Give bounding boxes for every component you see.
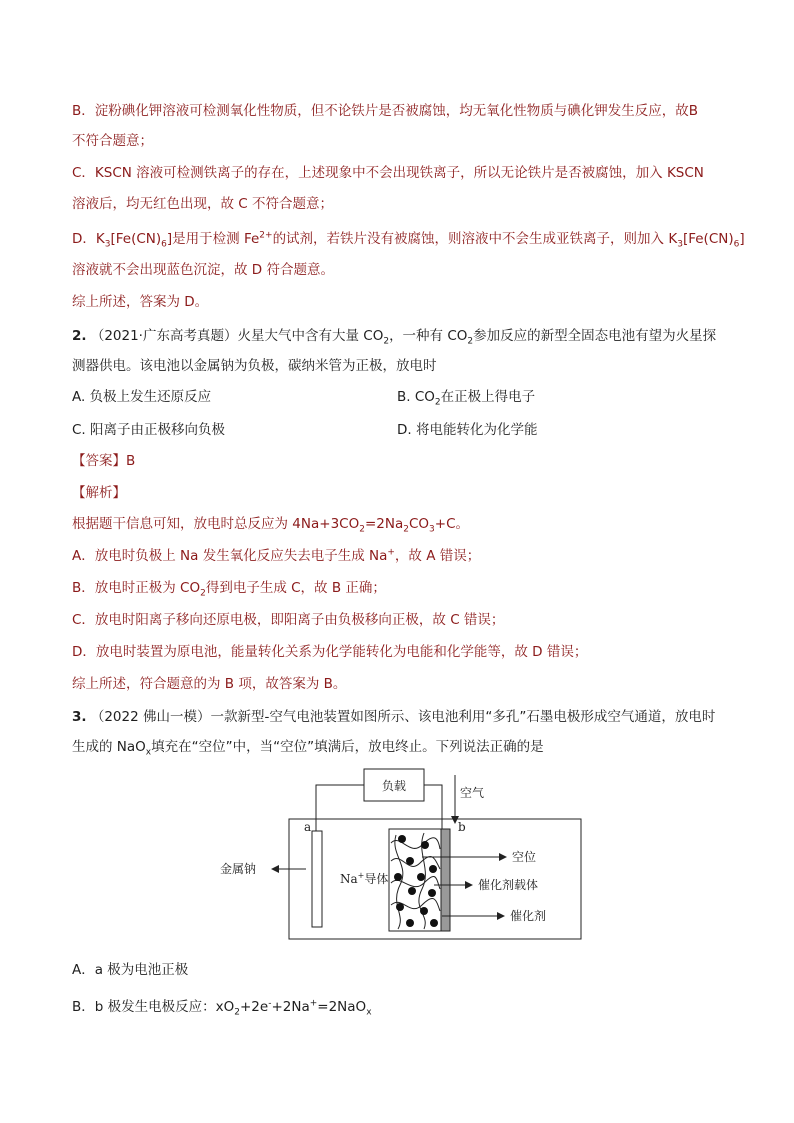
battery-diagram (200, 765, 600, 945)
catalyst-label: 催化剂 (510, 909, 547, 923)
q2-explain-line1: 根据题干信息可知，放电时总反应为 $4Na+3CO_2=2Na_2CO_3+C$。 (72, 516, 470, 535)
q2-answer: 【答案】B (72, 453, 136, 469)
vacancy-label: 空位 (512, 850, 537, 864)
electrode-a-label: a (304, 820, 312, 834)
q2-analysis-heading: 【解析】 (72, 485, 126, 501)
q2-explain-line4: C．放电时阳离子移向还原电极，即阳离子由负极移向正极，故 C 错误； (72, 612, 505, 628)
q2-stem-line1: 2. （2021·广东高考真题）火星大气中含有大量 $CO_2$，一种有 $CO_2$参加反应的新型全固态电池有望为火星探 (72, 328, 717, 347)
wire-left (316, 785, 364, 849)
conductor-label: Na+导体 (340, 871, 389, 886)
q1-option-c-line2: 溶液后，均无红色出现，故 C 不符合题意； (72, 196, 334, 212)
q2-option-d: D. 将电能转化为化学能 (397, 422, 538, 438)
q1-option-d-line1: D．$K_3[Fe(CN)_6]$是用于检测 $Fe^{2+}$的试剂，若铁片没有被腐蚀，则溶液中不会生成亚铁离子，则加入 $K_3[Fe(CN)_6]$ (72, 230, 745, 250)
q1-option-b-line1: B．淀粉碘化钾溶液可检测氧化性物质，但不论铁片是否被腐蚀，均无氧化性物质与碘化钾发生反应，故B (72, 103, 699, 119)
q2-option-a: A. 负极上发生还原反应 (72, 389, 212, 405)
q2-explain-line3: B．放电时正极为 $CO_2$得到电子生成 C，故 B 正确； (72, 580, 386, 599)
sodium-label: 金属钠 (220, 862, 257, 876)
q2-option-b: B. $CO_2$在正极上得电子 (397, 389, 536, 408)
air-label: 空气 (460, 786, 485, 800)
q3-stem-line2: 生成的 NaO$_x$填充在“空位”中，当“空位”填满后，放电终止。下列说法正确的是 (72, 739, 544, 758)
q2-explain-line2: A．放电时负极上 Na 发生氧化反应失去电子生成 Na+，故 A 错误； (72, 547, 481, 564)
q2-stem-line2: 测器供电。该电池以金属钠为负极，碳纳米管为正极，放电时 (72, 358, 437, 374)
q2-summary: 综上所述，符合题意的为 B 项，故答案为 B。 (72, 676, 347, 692)
q3-option-b: B．b 极发生电极反应：$xO_2+2e^-+2Na^+=2NaO_x$ (72, 998, 372, 1018)
electrode-b-label: b (458, 820, 466, 834)
q2-option-c: C. 阳离子由正极移向负极 (72, 422, 226, 438)
carrier-label: 催化剂载体 (478, 878, 539, 892)
q1-option-d-line2: 溶液就不会出现蓝色沉淀，故 D 符合题意。 (72, 262, 334, 278)
q2-explain-line5: D．放电时装置为原电池，能量转化关系为化学能转化为电能和化学能等，故 D 错误； (72, 644, 588, 660)
q3-stem-line1: 3. （2022 佛山一模）一款新型-空气电池装置如图所示、该电池利用“多孔”石墨电极形成空气通道，放电时 (72, 709, 716, 725)
electrode-a (312, 831, 322, 927)
q1-option-b-line2: 不符合题意； (72, 133, 153, 149)
load-label: 负载 (381, 779, 407, 793)
q3-option-a: A．a 极为电池正极 (72, 962, 189, 978)
q1-summary: 综上所述，答案为 D。 (72, 294, 209, 310)
q1-option-c-line1: C．KSCN 溶液可检测铁离子的存在，上述现象中不会出现铁离子，所以无论铁片是否被腐蚀，加入 KSCN (72, 165, 704, 181)
